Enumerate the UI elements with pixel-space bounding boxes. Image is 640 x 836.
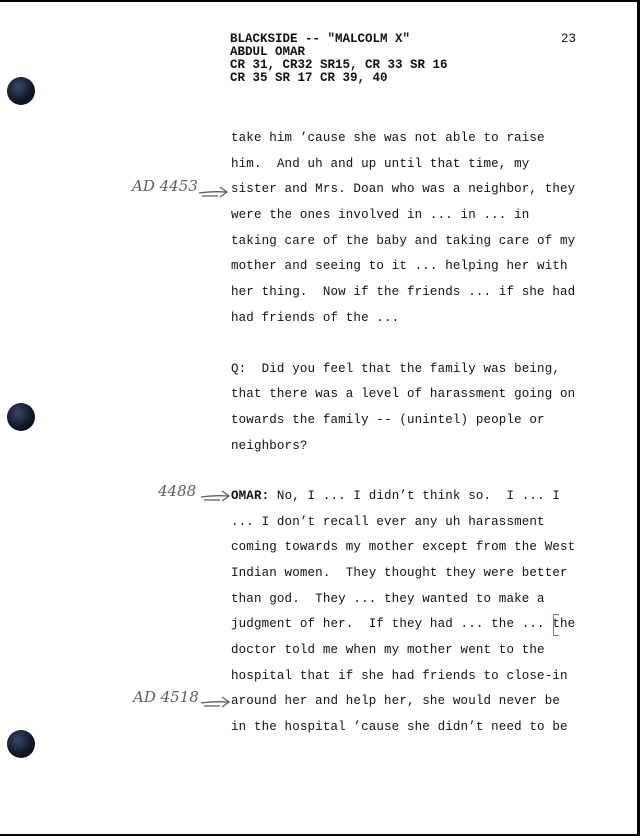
transcript-line: sister and Mrs. Doan who was a neighbor, they (231, 182, 576, 196)
transcript-line: him. And uh and up until that time, my (231, 157, 530, 171)
arrow-icon (198, 184, 230, 200)
transcript-line: were the ones involved in ... in ... in (231, 208, 530, 222)
handwritten-timecode: 4488 (158, 482, 197, 500)
transcript-line: doctor told me when my mother went to the (231, 643, 545, 657)
transcript-line: around her and help her, she would never be (231, 694, 561, 708)
answer-line-first (231, 489, 560, 503)
question-line: that there was a level of harassment going on (231, 387, 576, 401)
transcript-line: in the hospital ’cause she didn’t need to be (231, 720, 568, 734)
arrow-icon (200, 488, 232, 504)
transcript-header (230, 33, 448, 85)
punch-hole-top (7, 77, 35, 105)
question-line: neighbors? (231, 439, 308, 453)
bracket-mark (553, 614, 559, 636)
punch-hole-middle (7, 403, 35, 431)
transcript-line: than god. They ... they wanted to make a (231, 592, 545, 606)
speaker-label: OMAR: (231, 489, 270, 503)
answer-text: No, I ... I didn’t think so. I ... I (276, 489, 561, 503)
header-line: ABDUL OMAR (230, 45, 306, 59)
page-number: 23 (561, 32, 577, 46)
transcript-line: take him ’cause she was not able to raise (231, 131, 545, 145)
handwritten-timecode: AD 4453 (132, 177, 198, 195)
arrow-icon (200, 694, 232, 710)
transcript-line: taking care of the baby and taking care of my (231, 234, 576, 248)
page-border-top (0, 0, 640, 2)
question-line: towards the family -- (unintel) people or (231, 413, 545, 427)
handwritten-timecode: AD 4518 (133, 688, 199, 706)
transcript-line: coming towards my mother except from the West (231, 540, 576, 554)
header-line: BLACKSIDE -- "MALCOLM X" (230, 32, 411, 46)
question-line: Q: Did you feel that the family was being, (231, 362, 561, 376)
transcript-line: had friends of the ... (231, 311, 400, 325)
transcript-line: ... I don’t recall ever any uh harassment (231, 515, 545, 529)
transcript-line: hospital that if she had friends to close-in (231, 669, 568, 683)
transcript-line: judgment of her. If they had ... the ... the (231, 617, 576, 631)
transcript-line: her thing. Now if the friends ... if she had (231, 285, 576, 299)
transcript-line: mother and seeing to it ... helping her with (231, 259, 568, 273)
header-line: CR 35 SR 17 CR 39, 40 (230, 71, 388, 85)
punch-hole-bottom (7, 730, 35, 758)
transcript-line: Indian women. They thought they were better (231, 566, 568, 580)
header-line: CR 31, CR32 SR15, CR 33 SR 16 (230, 58, 448, 72)
